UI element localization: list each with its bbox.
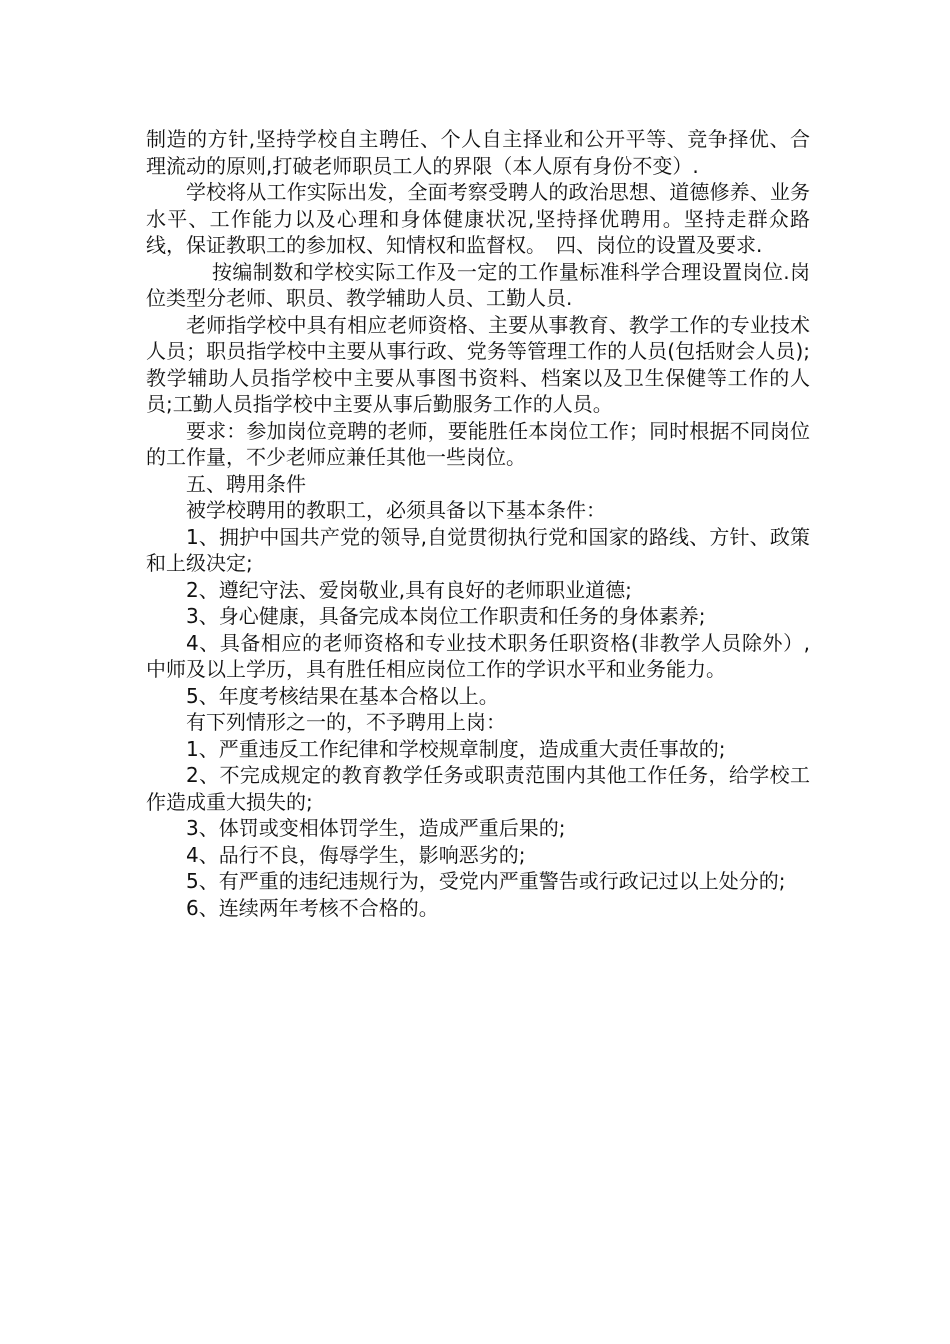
paragraph-requirements: 要求：参加岗位竞聘的老师，要能胜任本岗位工作；同时根据不同岗位的工作量，不少老师应兼任其他一些岗位。 xyxy=(146,418,810,469)
paragraph-basic-conditions-intro: 被学校聘用的教职工，必须具备以下基本条件： xyxy=(186,498,606,522)
list-item-condition-4: 4、具备相应的老师资格和专业技术职务任职资格(非教学人员除外）,中师及以上学历，具有胜任相应岗位工作的学识水平和业务能力。 xyxy=(146,630,810,681)
paragraph-position-setup: 按编制数和学校实际工作及一定的工作量标准科学合理设置岗位.岗位类型分老师、职员、教学辅助人员、工勤人员. xyxy=(146,259,810,310)
list-item-exclusion-5: 5、有严重的违纪违规行为，受党内严重警告或行政记过以上处分的; xyxy=(186,869,786,893)
document-body xyxy=(146,126,810,921)
paragraph-selection-principle: 学校将从工作实际出发，全面考察受聘人的政治思想、道德修养、业务水平、工作能力以及心理和身体健康状况,坚持择优聘用。坚持走群众路线，保证教职工的参加权、知情权和监督权。 四、岗位的设置及要求. xyxy=(146,180,810,257)
paragraph-continuation: 制造的方针,坚持学校自主聘任、个人自主择业和公开平等、竞争择优、合理流动的原则,打破老师职员工人的界限（本人原有身份不变）. xyxy=(146,127,810,178)
paragraph-position-definitions: 老师指学校中具有相应老师资格、主要从事教育、教学工作的专业技术人员；职员指学校中主要从事行政、党务等管理工作的人员(包括财会人员);教学辅助人员指学校中主要从事图书资料、档案以及卫生保健等工作的人员;工勤人员指学校中主要从事后勤服务工作的人员。 xyxy=(146,312,810,416)
list-item-condition-1: 1、拥护中国共产党的领导,自觉贯彻执行党和国家的路线、方针、政策和上级决定; xyxy=(146,524,810,575)
list-item-condition-2: 2、遵纪守法、爱岗敬业,具有良好的老师职业道德; xyxy=(186,577,632,602)
list-item-exclusion-3: 3、体罚或变相体罚学生，造成严重后果的; xyxy=(186,816,566,840)
section-heading-hiring-conditions: 五、聘用条件 xyxy=(186,471,306,496)
list-item-exclusion-2: 2、不完成规定的教育教学任务或职责范围内其他工作任务，给学校工作造成重大损失的; xyxy=(146,763,810,814)
paragraph-exclusions-intro: 有下列情形之一的，不予聘用上岗： xyxy=(186,710,506,734)
list-item-condition-3: 3、身心健康，具备完成本岗位工作职责和任务的身体素养; xyxy=(186,604,706,628)
list-item-exclusion-1: 1、严重违反工作纪律和学校规章制度，造成重大责任事故的; xyxy=(186,736,726,761)
list-item-exclusion-4: 4、品行不良，侮辱学生，影响恶劣的; xyxy=(186,842,526,867)
list-item-condition-5: 5、年度考核结果在基本合格以上。 xyxy=(186,683,499,708)
list-item-exclusion-6: 6、连续两年考核不合格的。 xyxy=(186,895,439,920)
